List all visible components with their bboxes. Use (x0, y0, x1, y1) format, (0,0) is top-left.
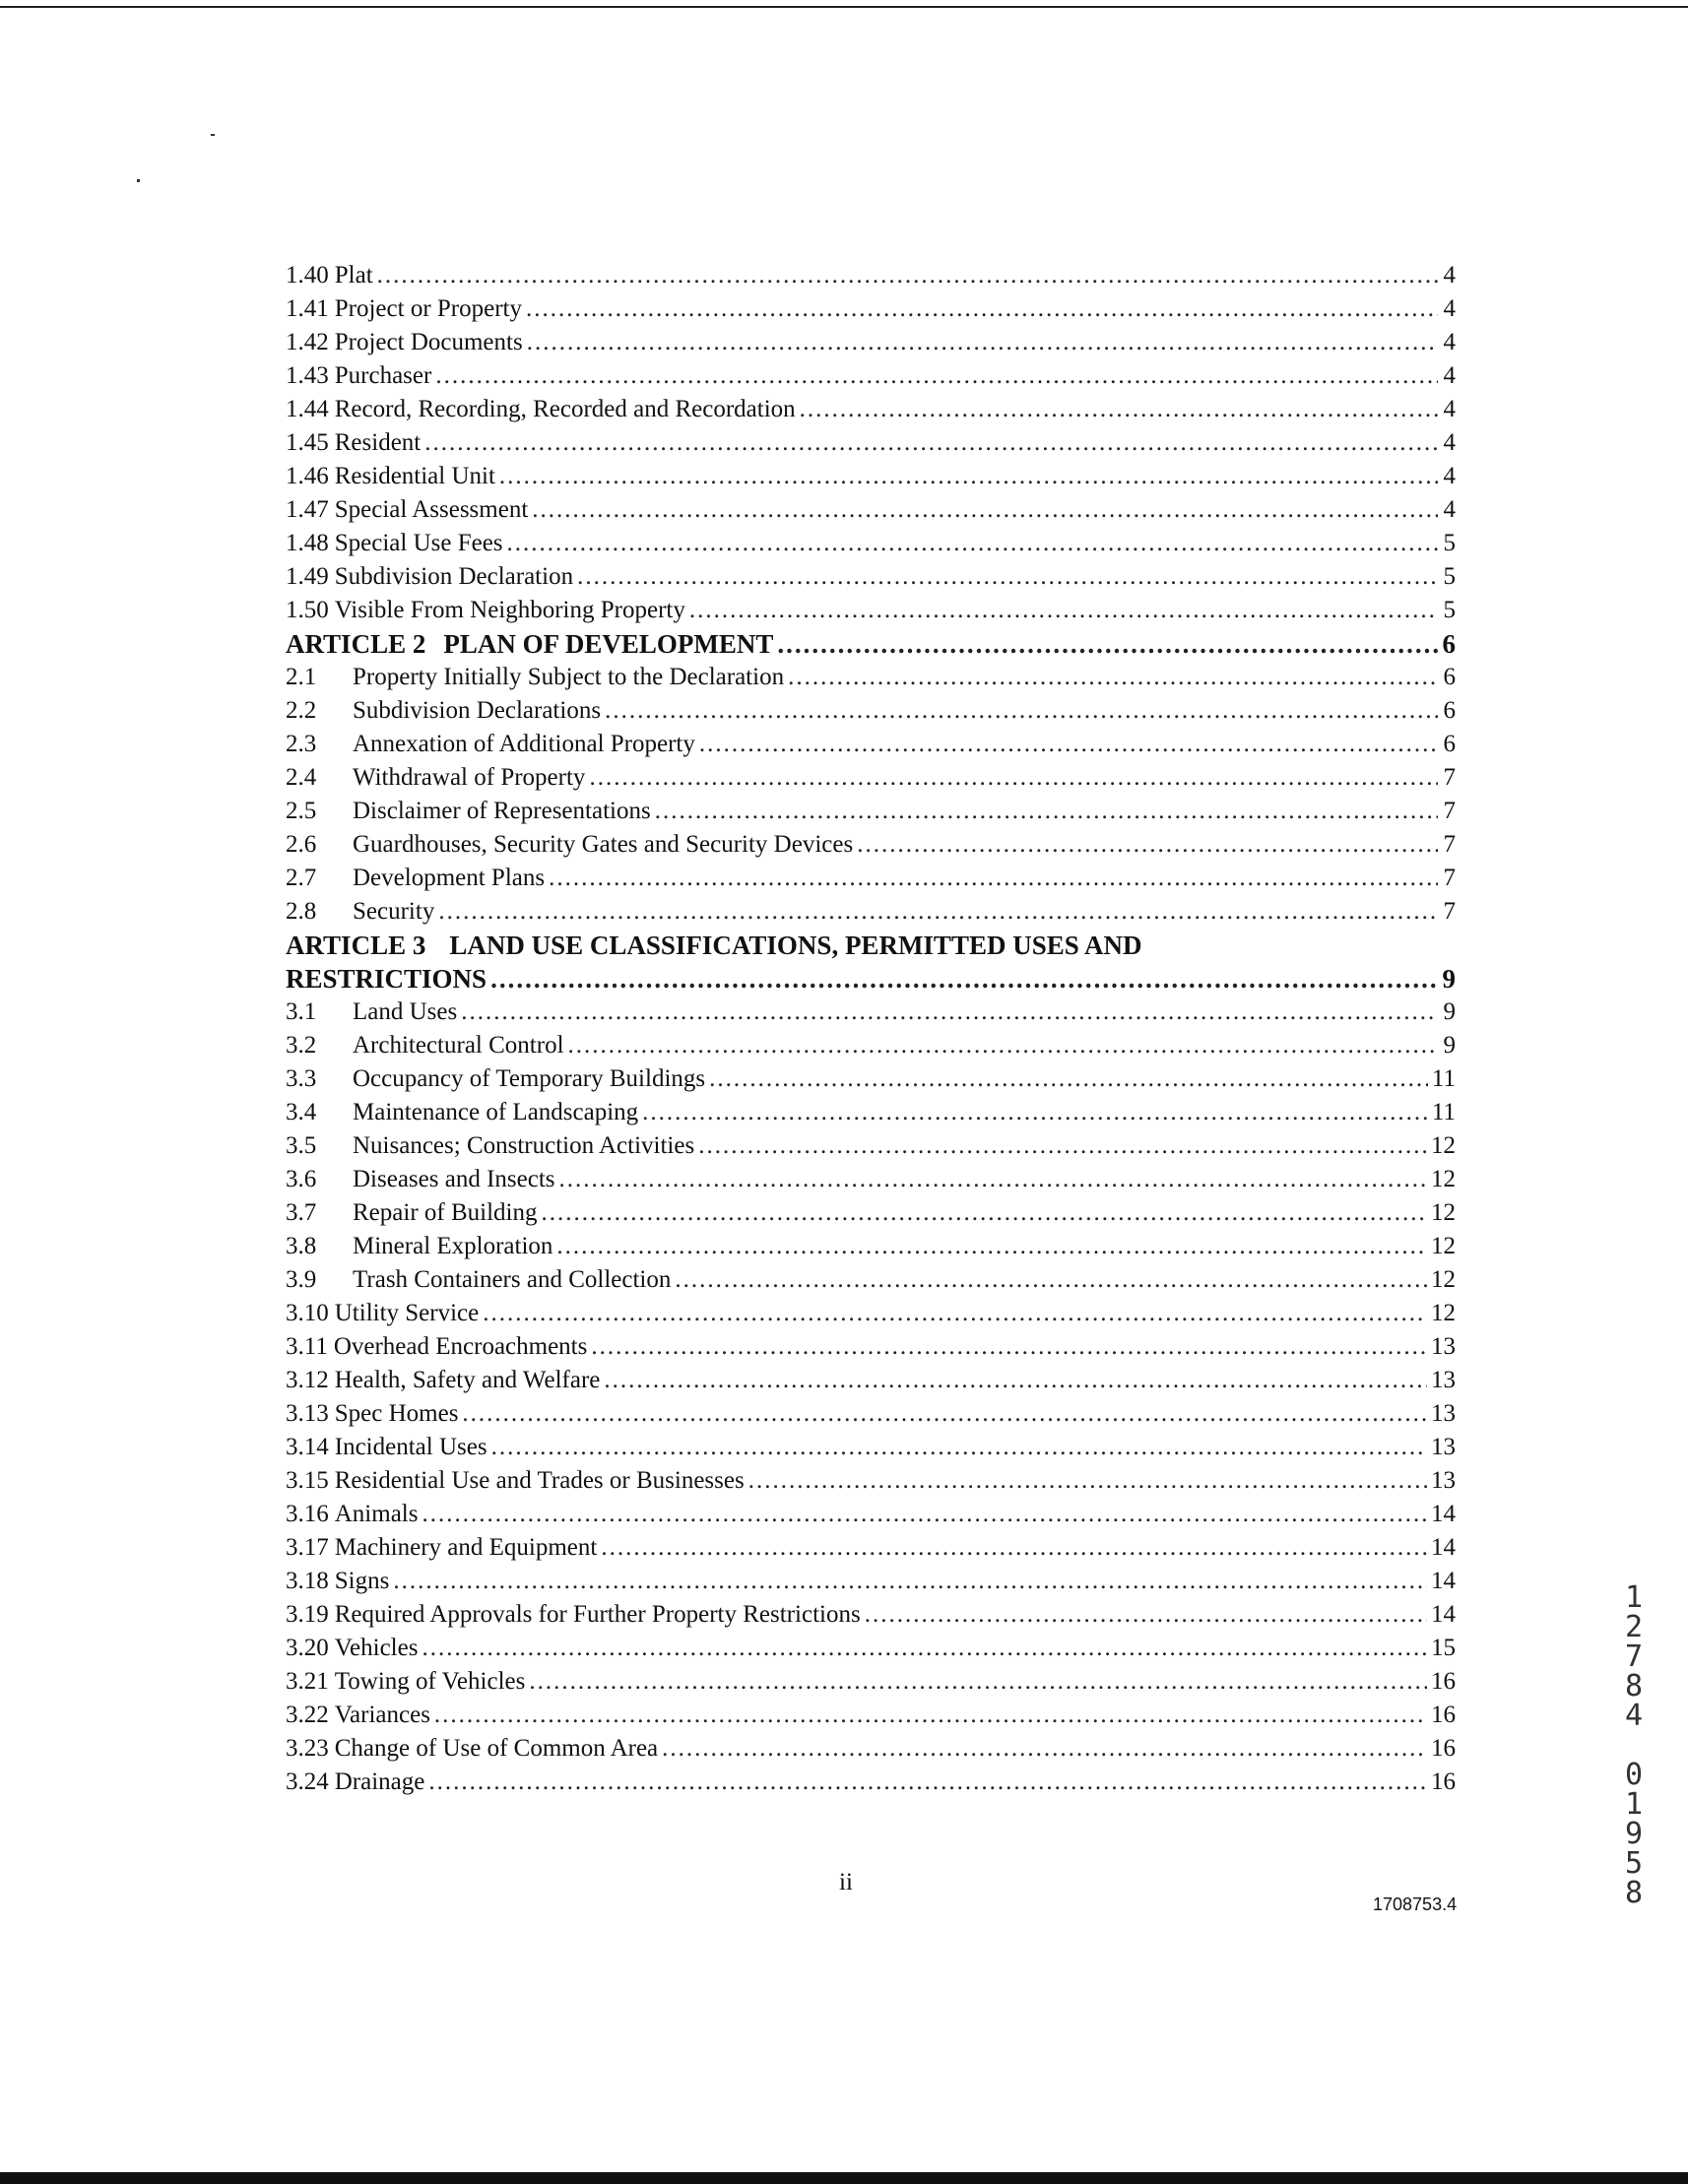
toc-section-number: 3.2 (286, 1032, 317, 1059)
toc-section-title: Occupancy of Temporary Buildings (353, 1065, 706, 1092)
toc-leader-dots (800, 393, 1438, 426)
toc-page-number: 13 (1431, 1333, 1456, 1360)
toc-leader-dots (777, 627, 1438, 661)
toc-page-number: 15 (1431, 1635, 1456, 1661)
toc-section-number: 3.23 (286, 1735, 329, 1762)
toc-page-number: 6 (1443, 697, 1456, 724)
toc-page-number: 5 (1443, 563, 1456, 590)
toc-leader-dots (601, 1531, 1427, 1565)
toc-leader-dots (438, 895, 1438, 929)
bates-stamp-char: 1 (1624, 1580, 1644, 1615)
toc-section-number: 1.42 (286, 329, 329, 355)
toc-page-number: 5 (1443, 530, 1456, 556)
toc-section-number: 3.5 (286, 1132, 317, 1159)
document-number: 1708753.4 (1373, 1895, 1458, 1914)
toc-section-number: 3.21 (286, 1668, 329, 1695)
toc-section-number: 3.22 (286, 1702, 329, 1728)
toc-section-number: 1.45 (286, 429, 329, 456)
toc-leader-dots (568, 1029, 1438, 1062)
toc-entry (286, 862, 1456, 895)
scan-speck (211, 134, 215, 136)
toc-entry (286, 1330, 1456, 1364)
toc-page-number: 6 (1443, 664, 1456, 690)
toc-page-number: 12 (1431, 1166, 1456, 1192)
toc-section-title: Repair of Building (353, 1199, 538, 1226)
bates-stamp-char: 2 (1624, 1610, 1644, 1644)
toc-entry (286, 259, 1456, 292)
bates-stamp-char: 9 (1624, 1817, 1644, 1851)
toc-leader-dots (377, 259, 1438, 292)
toc-page-number: 13 (1431, 1400, 1456, 1427)
toc-page-number: 7 (1443, 898, 1456, 925)
toc-section-title: Property Initially Subject to the Declaration (353, 664, 785, 690)
toc-section-number: 3.3 (286, 1065, 317, 1092)
toc-entry (286, 728, 1456, 761)
toc-entry (286, 1464, 1456, 1498)
toc-leader-dots (483, 1297, 1427, 1330)
toc-page-number: 12 (1431, 1132, 1456, 1159)
toc-leader-dots (507, 527, 1438, 560)
toc-section-number: 1.43 (286, 362, 329, 389)
toc-page-number: 6 (1442, 629, 1456, 659)
toc-section-title: Maintenance of Landscaping (353, 1099, 639, 1125)
toc-leader-dots (428, 1766, 1427, 1799)
toc-leader-dots (689, 594, 1438, 627)
toc-leader-dots (604, 1364, 1427, 1397)
toc-entry (286, 1699, 1456, 1732)
toc-entry (286, 1598, 1456, 1632)
toc-entry (286, 1163, 1456, 1196)
toc-section-title: Residential Use and Trades or Businesses (334, 1467, 745, 1494)
toc-section-number: 3.19 (286, 1601, 329, 1628)
bates-stamp-char: 0 (1624, 1758, 1644, 1792)
toc-section-number: 3.14 (286, 1434, 329, 1460)
toc-section-title: Health, Safety and Welfare (334, 1367, 601, 1393)
toc-section-title: Security (353, 898, 435, 925)
toc-leader-dots (526, 292, 1438, 326)
toc-leader-dots (529, 1665, 1427, 1699)
toc-page-number: 4 (1443, 329, 1456, 355)
toc-article-number: ARTICLE 3 (286, 931, 426, 960)
toc-section-title: Machinery and Equipment (334, 1534, 598, 1561)
toc-page-number: 4 (1443, 463, 1456, 489)
toc-section-title: Subdivision Declarations (353, 697, 602, 724)
toc-section-title: Vehicles (334, 1635, 419, 1661)
toc-entry (286, 1397, 1456, 1431)
toc-entry (286, 1498, 1456, 1531)
toc-entry (286, 1029, 1456, 1062)
toc-page-number: 14 (1431, 1534, 1456, 1561)
toc-section-title: Purchaser (334, 362, 432, 389)
toc-section-number: 3.10 (286, 1300, 329, 1326)
toc-page-number: 4 (1443, 362, 1456, 389)
toc-leader-dots (788, 661, 1438, 694)
toc-entry (286, 1431, 1456, 1464)
toc-entry (286, 1766, 1456, 1799)
toc-section-title: Variances (334, 1702, 430, 1728)
toc-section-title: Special Assessment (334, 496, 529, 523)
toc-section-number: 1.44 (286, 396, 329, 422)
toc-entry (286, 359, 1456, 393)
toc-leader-dots (422, 1632, 1427, 1665)
toc-section-title: Signs (334, 1568, 390, 1594)
toc-leader-dots (527, 326, 1438, 359)
toc-entry (286, 1364, 1456, 1397)
bates-stamp-char: 8 (1624, 1669, 1644, 1703)
toc-section-number: 3.9 (286, 1266, 317, 1293)
toc-leader-dots (675, 1263, 1427, 1297)
toc-page-number: 7 (1443, 764, 1456, 791)
toc-section-number: 3.20 (286, 1635, 329, 1661)
toc-section-number: 2.1 (286, 664, 317, 690)
toc-entry (286, 1129, 1456, 1163)
toc-entry (286, 426, 1456, 460)
toc-entry (286, 460, 1456, 493)
toc-section-number: 3.17 (286, 1534, 329, 1561)
toc-section-title: Plat (334, 262, 373, 289)
toc-section-number: 2.7 (286, 865, 317, 891)
toc-section-title: Incidental Uses (334, 1434, 487, 1460)
toc-leader-dots (699, 728, 1438, 761)
toc-leader-dots (424, 426, 1438, 460)
toc-section-title: Mineral Exploration (353, 1233, 553, 1259)
toc-section-number: 3.12 (286, 1367, 329, 1393)
toc-leader-dots (748, 1464, 1427, 1498)
toc-page-number: 16 (1431, 1668, 1456, 1695)
toc-leader-dots (642, 1096, 1428, 1129)
toc-article-title: LAND USE CLASSIFICATIONS, PERMITTED USES AND (449, 931, 1142, 960)
toc-section-number: 2.2 (286, 697, 317, 724)
toc-leader-dots (865, 1598, 1427, 1632)
toc-section-number: 1.48 (286, 530, 329, 556)
toc-page-number: 9 (1443, 998, 1456, 1025)
toc-page-number: 13 (1431, 1467, 1456, 1494)
toc-entry (286, 895, 1456, 929)
toc-page-number: 4 (1443, 496, 1456, 523)
toc-section-number: 1.46 (286, 463, 329, 489)
toc-entry (286, 1297, 1456, 1330)
toc-leader-dots (556, 1230, 1427, 1263)
toc-leader-dots (499, 460, 1438, 493)
toc-leader-dots (422, 1498, 1427, 1531)
toc-section-title: Annexation of Additional Property (353, 731, 695, 757)
toc-section-number: 2.6 (286, 831, 317, 858)
toc-page-number: 12 (1431, 1233, 1456, 1259)
bates-stamp (1619, 1580, 1649, 1910)
toc-page-number: 12 (1431, 1199, 1456, 1226)
toc-section-number: 3.18 (286, 1568, 329, 1594)
toc-section-title: Nuisances; Construction Activities (353, 1132, 695, 1159)
toc-article-title-continued: RESTRICTIONS (286, 964, 487, 994)
toc-entry (286, 694, 1456, 728)
toc-leader-dots (591, 1330, 1427, 1364)
toc-section-title: Spec Homes (334, 1400, 459, 1427)
scan-speck (137, 179, 140, 182)
toc-entry (286, 527, 1456, 560)
toc-leader-dots (857, 828, 1438, 862)
toc-entry (286, 1230, 1456, 1263)
toc-section-number: 1.49 (286, 563, 329, 590)
toc-leader-dots (532, 493, 1438, 527)
toc-leader-dots (435, 359, 1438, 393)
toc-section-title: Resident (334, 429, 422, 456)
toc-section-title: Project Documents (334, 329, 523, 355)
toc-section-number: 1.47 (286, 496, 329, 523)
toc-leader-dots (393, 1565, 1427, 1598)
toc-page-number: 13 (1431, 1367, 1456, 1393)
toc-section-number: 2.3 (286, 731, 317, 757)
toc-entry (286, 795, 1456, 828)
toc-entry (286, 1732, 1456, 1766)
toc-section-number: 3.15 (286, 1467, 329, 1494)
toc-leader-dots (490, 962, 1438, 996)
bates-stamp-char: 8 (1624, 1876, 1644, 1910)
toc-page-number: 13 (1431, 1434, 1456, 1460)
toc-leader-dots (589, 761, 1438, 795)
toc-page-number: 16 (1431, 1768, 1456, 1795)
toc-page-number: 12 (1431, 1266, 1456, 1293)
toc-section-number: 1.41 (286, 295, 329, 322)
toc-entry (286, 1062, 1456, 1096)
toc-entry (286, 560, 1456, 594)
toc-page-number: 4 (1443, 262, 1456, 289)
page-number: ii (839, 1869, 853, 1895)
toc-page-number: 11 (1431, 1065, 1456, 1092)
toc-leader-dots (662, 1732, 1427, 1766)
toc-section-number: 3.8 (286, 1233, 317, 1259)
toc-section-title: Guardhouses, Security Gates and Security Devices (353, 831, 854, 858)
toc-article-number: ARTICLE 2 (286, 629, 426, 659)
toc-leader-dots (541, 1196, 1427, 1230)
toc-section-number: 3.7 (286, 1199, 317, 1226)
toc-page-number: 5 (1443, 597, 1456, 623)
toc-page-number: 7 (1443, 831, 1456, 858)
toc-section-title: Disclaimer of Representations (353, 798, 651, 824)
toc-leader-dots (605, 694, 1438, 728)
toc-page-number: 9 (1442, 964, 1456, 994)
toc-entry (286, 1632, 1456, 1665)
toc-section-title: Subdivision Declaration (334, 563, 574, 590)
toc-section-title: Diseases and Insects (353, 1166, 555, 1192)
toc-page-number: 9 (1443, 1032, 1456, 1059)
toc-section-number: 3.4 (286, 1099, 317, 1125)
toc-section-title: Special Use Fees (334, 530, 503, 556)
toc-entry (286, 493, 1456, 527)
toc-section-title: Architectural Control (353, 1032, 564, 1059)
toc-section-number: 2.4 (286, 764, 317, 791)
toc-page-number: 4 (1443, 295, 1456, 322)
toc-page-number: 4 (1443, 396, 1456, 422)
toc-section-title: Overhead Encroachments (333, 1333, 588, 1360)
toc-entry (286, 1196, 1456, 1230)
toc-entry (286, 1531, 1456, 1565)
toc-page-number: 16 (1431, 1735, 1456, 1762)
toc-leader-dots (434, 1699, 1427, 1732)
bates-stamp-char: 5 (1624, 1846, 1644, 1881)
toc-section-number: 3.11 (286, 1333, 328, 1360)
toc-article-heading (286, 627, 1456, 661)
toc-section-title: Visible From Neighboring Property (334, 597, 685, 623)
toc-entry (286, 292, 1456, 326)
toc-section-title: Land Uses (353, 998, 458, 1025)
toc-leader-dots (549, 862, 1438, 895)
toc-page-number: 11 (1431, 1099, 1456, 1125)
toc-entry (286, 393, 1456, 426)
toc-entry (286, 996, 1456, 1029)
toc-section-title: Record, Recording, Recorded and Recordation (334, 396, 796, 422)
toc-leader-dots (709, 1062, 1428, 1096)
toc-entry (286, 1263, 1456, 1297)
toc-page-number: 6 (1443, 731, 1456, 757)
toc-page-number: 14 (1431, 1501, 1456, 1527)
toc-section-title: Utility Service (334, 1300, 480, 1326)
table-of-contents (286, 259, 1456, 1799)
toc-section-number: 3.1 (286, 998, 317, 1025)
toc-section-title: Withdrawal of Property (353, 764, 586, 791)
toc-section-title: Residential Unit (334, 463, 495, 489)
toc-section-title: Animals (334, 1501, 419, 1527)
toc-page-number: 7 (1443, 865, 1456, 891)
toc-article-heading-continued (286, 962, 1456, 996)
toc-section-title: Trash Containers and Collection (353, 1266, 672, 1293)
toc-section-number: 3.6 (286, 1166, 317, 1192)
toc-page-number: 14 (1431, 1601, 1456, 1628)
toc-article-heading (286, 929, 1456, 962)
toc-section-number: 2.5 (286, 798, 317, 824)
toc-page-number: 7 (1443, 798, 1456, 824)
toc-leader-dots (559, 1163, 1428, 1196)
toc-entry (286, 1096, 1456, 1129)
toc-leader-dots (698, 1129, 1427, 1163)
toc-page-number: 14 (1431, 1568, 1456, 1594)
toc-leader-dots (577, 560, 1438, 594)
bates-stamp-char (1619, 1731, 1649, 1761)
toc-leader-dots (461, 996, 1438, 1029)
toc-section-title: Towing of Vehicles (334, 1668, 526, 1695)
toc-entry (286, 326, 1456, 359)
toc-entry (286, 661, 1456, 694)
toc-entry (286, 1565, 1456, 1598)
toc-entry (286, 594, 1456, 627)
toc-page-number: 16 (1431, 1702, 1456, 1728)
toc-section-number: 3.13 (286, 1400, 329, 1427)
toc-section-number: 1.50 (286, 597, 329, 623)
toc-section-number: 1.40 (286, 262, 329, 289)
toc-article-title: PLAN OF DEVELOPMENT (443, 629, 774, 659)
page-top-edge (0, 0, 1688, 8)
bates-stamp-char: 1 (1624, 1787, 1644, 1822)
toc-entry (286, 1665, 1456, 1699)
toc-leader-dots (491, 1431, 1427, 1464)
toc-section-title: Change of Use of Common Area (334, 1735, 659, 1762)
toc-entry (286, 761, 1456, 795)
toc-section-title: Required Approvals for Further Property Restrictions (334, 1601, 861, 1628)
toc-page-number: 12 (1431, 1300, 1456, 1326)
toc-leader-dots (655, 795, 1438, 828)
toc-section-number: 3.16 (286, 1501, 329, 1527)
toc-section-title: Drainage (334, 1768, 425, 1795)
toc-entry (286, 828, 1456, 862)
toc-page-number: 4 (1443, 429, 1456, 456)
page-bottom-edge (0, 2172, 1688, 2184)
bates-stamp-char: 4 (1624, 1699, 1644, 1733)
bates-stamp-char: 7 (1624, 1639, 1644, 1674)
toc-section-title: Project or Property (334, 295, 522, 322)
toc-section-number: 3.24 (286, 1768, 329, 1795)
toc-section-number: 2.8 (286, 898, 317, 925)
toc-leader-dots (462, 1397, 1427, 1431)
toc-section-title: Development Plans (353, 865, 546, 891)
